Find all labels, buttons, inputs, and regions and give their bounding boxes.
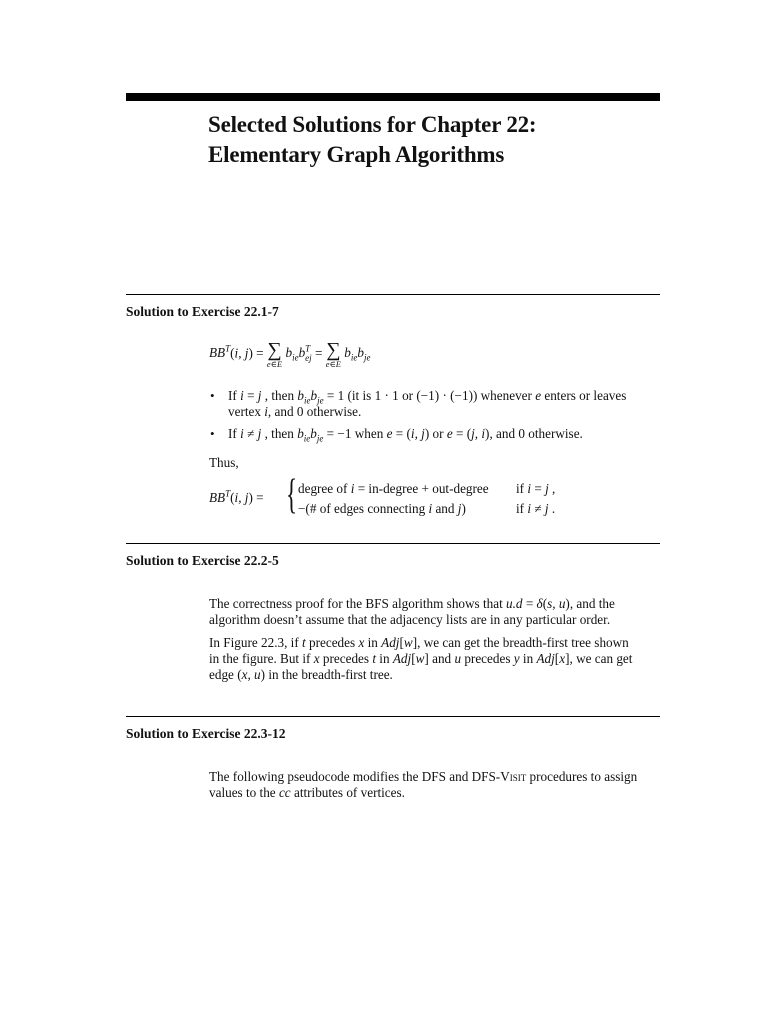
- s2-text: precedes: [322, 651, 370, 666]
- bullet1-tail: (it is 1 · 1 or (−1) · (−1)) whenever: [347, 388, 532, 403]
- s2-p1-line2: algorithm doesn’t assume that the adjacency lists are in any particular order.: [209, 612, 611, 627]
- dfs-visit-name: Visit: [500, 769, 527, 784]
- s2-p1b: , and the: [569, 596, 615, 611]
- s2-text: in: [379, 651, 390, 666]
- paragraph-bfs-correctness: The correctness proof for the BFS algorithm shows that u.d = δ(s, u), and the algorithm doesn’t assume that the adjacency lists are in any particular order.: [209, 596, 664, 628]
- case-cond-1: if i = j ,: [516, 481, 556, 496]
- bullet2-end: , and 0 otherwise.: [489, 426, 583, 441]
- thus-label: Thus,: [209, 455, 239, 470]
- s2-text: , we can get: [569, 651, 633, 666]
- s2-p1a: The correctness proof for the BFS algorithm shows that: [209, 596, 503, 611]
- s2-text: in: [367, 635, 378, 650]
- s2-text: in the figure. But if: [209, 651, 311, 666]
- section-divider: [126, 543, 660, 544]
- bullet2-or: or: [432, 426, 444, 441]
- section-divider: [126, 294, 660, 295]
- case2-text: −(# of edges connecting: [298, 501, 426, 516]
- paragraph-pseudocode-intro: [209, 769, 664, 801]
- s2-text: precedes: [464, 651, 511, 666]
- case2-and: and: [435, 501, 455, 516]
- cases-brace: {: [286, 472, 298, 518]
- section-heading: Solution to Exercise 22.1-7: [126, 304, 279, 319]
- s2-text: precedes: [309, 635, 356, 650]
- bullet-marker: •: [210, 426, 215, 441]
- s2-text: in the breadth-first tree.: [268, 667, 393, 682]
- section-heading: Solution to Exercise 22.3-12: [126, 726, 286, 741]
- chapter-top-rule: [126, 93, 660, 101]
- case1-eq: in-degree + out-degree: [368, 481, 489, 496]
- s2-text: and: [432, 651, 452, 666]
- s2-text: , we can get the breadth-first tree shown: [417, 635, 629, 650]
- s3-text: attributes of vertices.: [293, 785, 405, 800]
- case-row-1: degree of i = in-degree + out-degree: [298, 481, 489, 496]
- bullet1-line2b: , and 0 otherwise.: [267, 404, 362, 419]
- bullet-item-1: If i = j , then $b_{ie}b_{je} = 1$ (it is 1 · 1 or (−1) · (−1)) whenever e enters or leaves vertex i, and 0 otherwise.: [228, 388, 627, 419]
- chapter-title-line1: Selected Solutions for Chapter 22:: [208, 112, 537, 137]
- s2-text: in: [522, 651, 534, 666]
- section-divider: [126, 716, 660, 717]
- s3-text: The following pseudocode modifies the DFS and DFS-: [209, 769, 501, 784]
- case-cond-2: if i ≠ j .: [516, 501, 556, 516]
- bullet1-line2a: vertex: [228, 404, 261, 419]
- s3-text: procedures to assign: [529, 769, 638, 784]
- bullet-item-2: If i ≠ j , then $b_{ie}b_{je} = -1$ when e = (i, j) or e = (j, i), and 0 otherwise.: [228, 426, 583, 444]
- s2-text: In Figure 22.3, if: [209, 635, 299, 650]
- case1-cond: if: [516, 481, 525, 496]
- case2-cond: if: [516, 501, 525, 516]
- s2-text: edge: [209, 667, 234, 682]
- case1-text: degree of: [298, 481, 348, 496]
- chapter-title-line2: Elementary Graph Algorithms: [208, 142, 505, 167]
- case-row-2: −(# of edges connecting i and j): [298, 501, 466, 516]
- paragraph-figure-22-3: In Figure 22.3, if t precedes x in Adj[w], we can get the breadth-first tree shown in the figure. But if x precedes t in Adj[w] and u precedes y in Adj[x], we can get edge (x, u) in the breadth-first tree.: [209, 635, 633, 682]
- bullet1-tail2: enters or leaves: [544, 388, 627, 403]
- chapter-title: [208, 110, 668, 170]
- bullet-marker: •: [210, 388, 215, 403]
- section-heading: Solution to Exercise 22.2-5: [126, 553, 279, 568]
- bullet2-mid: when: [354, 426, 384, 441]
- equation-bbt-cases-lhs: $BB^T(i$, j) =: [209, 488, 264, 505]
- s3-text: values to the: [209, 785, 276, 800]
- equation-bbt-sum: $BB^T(i$, j) = ∑ e∈E $b_{ie}b^T_{ej}$ = ∑ e∈E $b_{ie}b_{je}$: [209, 339, 371, 369]
- cc-attribute: cc: [278, 785, 291, 800]
